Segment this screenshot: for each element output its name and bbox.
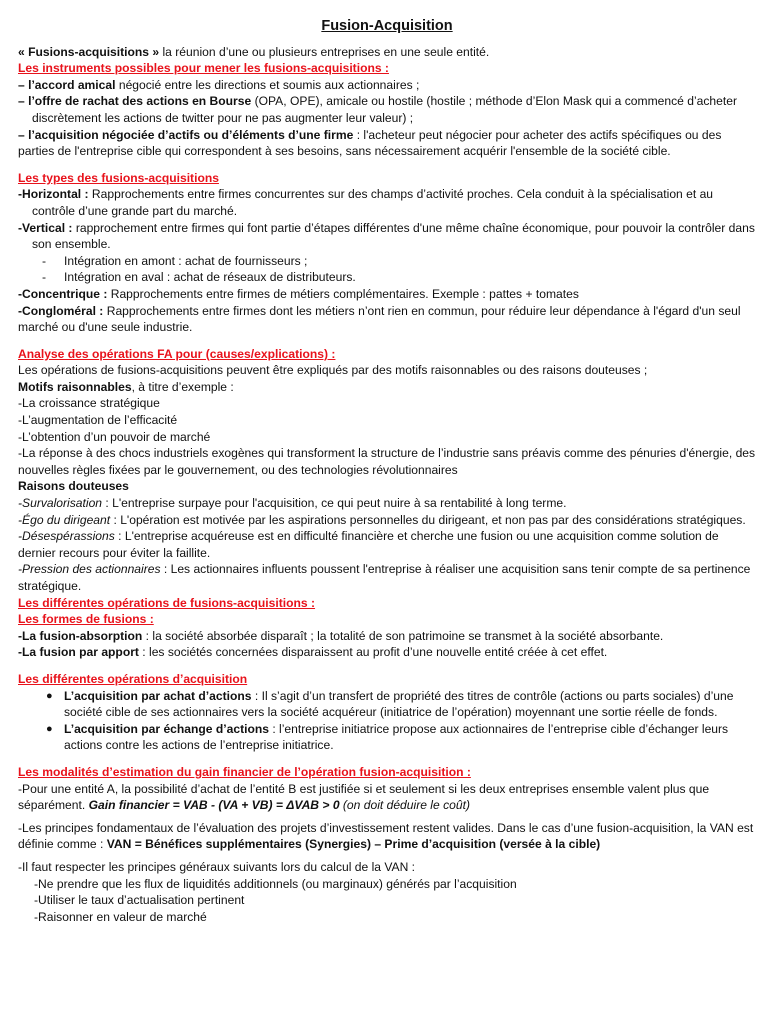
type-conglomeral (18, 303, 756, 336)
gain-text: -Pour une entité A, la possibilité d’achat de l’entité B est justifiée si et seulement si les deux entreprises ensemble valent plus que séparément. (18, 781, 710, 813)
spacer (18, 160, 756, 170)
forme-text: : la société absorbée disparaît ; la totalité de son patrimoine se transmet à la société absorbante. (142, 628, 664, 643)
heading-operations: Les différentes opérations de fusions-acquisitions : (18, 595, 316, 610)
instrument-text: négocié entre les directions et soumis aux actionnaires ; (115, 77, 420, 92)
instrument-item (18, 77, 756, 94)
type-concentrique (18, 286, 756, 303)
sub-item-text: Intégration en amont : achat de fournisseurs ; (64, 253, 308, 268)
acquisition-label: L’acquisition par échange d’actions (64, 721, 269, 736)
acquisition-item (18, 688, 756, 721)
forme-label: -La fusion-absorption (18, 628, 143, 643)
type-horizontal (18, 186, 756, 219)
instrument-label: – l’acquisition négociée d’actifs ou d’éléments d’une firme (18, 127, 354, 142)
douteuse-label: -Pression des actionnaires (18, 562, 161, 577)
type-text: Rapprochements entre firmes dont les métiers n’ont rien en commun, pour réduire leur dépendance à l'égard d'un seul marché ou d'une seule industrie. (18, 303, 741, 335)
type-label: -Concentrique : (18, 286, 108, 301)
douteuse-item (18, 512, 756, 529)
heading-analyse: Analyse des opérations FA pour (causes/explications) : (18, 346, 336, 361)
forme-text: : les sociétés concernées disparaissent au profit d’une nouvelle entité créée à cet effet. (138, 645, 608, 660)
motif-item: -La croissance stratégique (18, 396, 160, 411)
heading-acquisition: Les différentes opérations d’acquisition (18, 671, 248, 686)
douteuse-label: -Désespérassions (18, 529, 115, 544)
acquisition-label: L’acquisition par achat d’actions (64, 688, 252, 703)
acquisition-text: : Il s’agit d’un transfert de propriété des titres de contrôle (actions ou parts sociales) d’une société cible de ses actionnaires vers la société acquéreur (initiatrice de l’opération) moyennant une sortie réelle de fonds. (64, 688, 734, 720)
heading-instruments: Les instruments possibles pour mener les fusions-acquisitions : (18, 61, 389, 76)
van-rule: -Raisonner en valeur de marché (34, 909, 207, 924)
sub-item-text: Intégration en aval : achat de réseaux de distributeurs. (64, 270, 356, 285)
douteuse-text: : Les actionnaires influents poussent l'entreprise à réaliser une acquisition sans tenir compte de sa pertinence stratégique. (18, 562, 751, 593)
motif-item: -L’augmentation de l’efficacité (18, 413, 178, 428)
instrument-label: – l’accord amical (18, 77, 116, 92)
vertical-sub-item (18, 269, 756, 286)
forme-item (18, 644, 756, 661)
van-formula: VAN = Bénéfices supplémentaires (Synergies) – Prime d’acquisition (versée à la cible) (106, 837, 601, 852)
motif-item: -L’obtention d’un pouvoir de marché (18, 429, 211, 444)
instrument-item (18, 127, 756, 160)
instrument-label: – l’offre de rachat des actions en Bourse (18, 94, 252, 109)
intro-text: la réunion d’une ou plusieurs entreprises en une seule entité. (159, 44, 490, 59)
spacer (18, 661, 756, 671)
douteuse-item (18, 495, 756, 512)
van-text: -Les principes fondamentaux de l’évaluation des projets d’investissement restent valides. Dans le cas d’une fusion-acquisition, la VAN est définie comme : (18, 820, 754, 852)
dash-marker: - (42, 270, 47, 285)
bullet-icon: ● (46, 722, 53, 735)
motifs-heading (18, 379, 756, 396)
spacer (18, 754, 756, 764)
spacer (18, 336, 756, 346)
page-title: Fusion-Acquisition (321, 18, 453, 34)
douteuse-label: -Égo du dirigeant (18, 512, 111, 527)
van-rule: -Ne prendre que les flux de liquidités additionnels (ou marginaux) générés par l’acquisition (34, 876, 517, 891)
intro-paragraph (18, 44, 756, 61)
motifs-label: Motifs raisonnables (18, 379, 132, 394)
type-label: -Vertical : (18, 220, 73, 235)
instrument-item (18, 93, 756, 126)
motifs-suffix: , à titre d’exemple : (131, 379, 234, 394)
douteuse-item (18, 561, 756, 594)
heading-formes: Les formes de fusions : (18, 612, 154, 627)
douteuse-label: -Survalorisation (18, 496, 103, 511)
acquisition-text: : l’entreprise initiatrice propose aux actionnaires de l’entreprise cible d’échanger leurs actions contre les actions de l’entreprise initiatrice. (64, 721, 729, 753)
van-rule: -Utiliser le taux d’actualisation pertinent (34, 893, 245, 908)
heading-gain: Les modalités d’estimation du gain financier de l’opération fusion-acquisition : (18, 764, 471, 779)
document-page (18, 18, 756, 925)
gain-paragraph-3: -Il faut respecter les principes généraux suivants lors du calcul de la VAN : (18, 859, 416, 874)
intro-term: « Fusions-acquisitions » (18, 44, 160, 59)
dash-marker: - (42, 253, 47, 268)
instrument-text: : l'acheteur peut négocier pour acheter des actifs spécifiques ou des parties de l'entreprise cible qui correspondent à ses besoins, sans nécessairement acquérir l'ensemble de la société cible. (18, 127, 722, 159)
type-label: -Horizontal : (18, 187, 89, 202)
vertical-sub-item (18, 253, 756, 270)
forme-item (18, 628, 756, 645)
type-text: rapprochement entre firmes qui font partie d’étapes différentes d'une même chaîne économique, pour pouvoir la contrôler dans son ensemble. (32, 220, 755, 252)
type-text: Rapprochements entre firmes concurrentes sur des champs d’activité proches. Cela conduit à la spécialisation et au contrôle d’une grande part du marché. (32, 187, 714, 218)
bullet-icon: ● (46, 689, 53, 702)
douteuse-text: : L'opération est motivée par les aspirations personnelles du dirigeant, et non pas par des considérations stratégiques. (110, 512, 746, 527)
type-text: Rapprochements entre firmes de métiers complémentaires. Exemple : pattes + tomates (107, 286, 579, 301)
douteuse-text: : L'entreprise surpaye pour l'acquisition, ce qui peut nuire à sa rentabilité à long terme. (102, 496, 567, 511)
forme-label: -La fusion par apport (18, 645, 139, 660)
instrument-text: (OPA, OPE), amicale ou hostile (hostile ; méthode d’Elon Mask qui a commencé d’acheter discrètement les actions de twitter pour ne pas augmenter leur valeur) ; (32, 94, 737, 125)
type-label: -Congloméral : (18, 303, 104, 318)
gain-paragraph-2 (18, 820, 756, 853)
type-vertical (18, 220, 756, 253)
douteuses-heading: Raisons douteuses (18, 479, 129, 494)
heading-types: Les types des fusions-acquisitions (18, 170, 219, 185)
gain-formula: Gain financier = VAB - (VA + VB) = ΔVAB > 0 (88, 798, 340, 813)
douteuse-text: : L'entreprise acquéreuse est en difficulté financière et cherche une fusion ou une acquisition comme solution de dernier recours pour éviter la faillite. (18, 529, 719, 560)
gain-paragraph-1 (18, 781, 756, 814)
motif-item: -La réponse à des chocs industriels exogènes qui transforment la structure de l’industrie sans préavis comme des pénuries d'énergie, des nouvelles règles fixées par le gouvernement, ou des technologies révolutionnaires (18, 446, 756, 477)
gain-note: (on doit déduire le coût) (339, 798, 470, 813)
analyse-intro: Les opérations de fusions-acquisitions peuvent être expliqués par des motifs raisonnables ou des raisons douteuses ; (18, 363, 648, 378)
acquisition-item (18, 721, 756, 754)
douteuse-item (18, 528, 756, 561)
